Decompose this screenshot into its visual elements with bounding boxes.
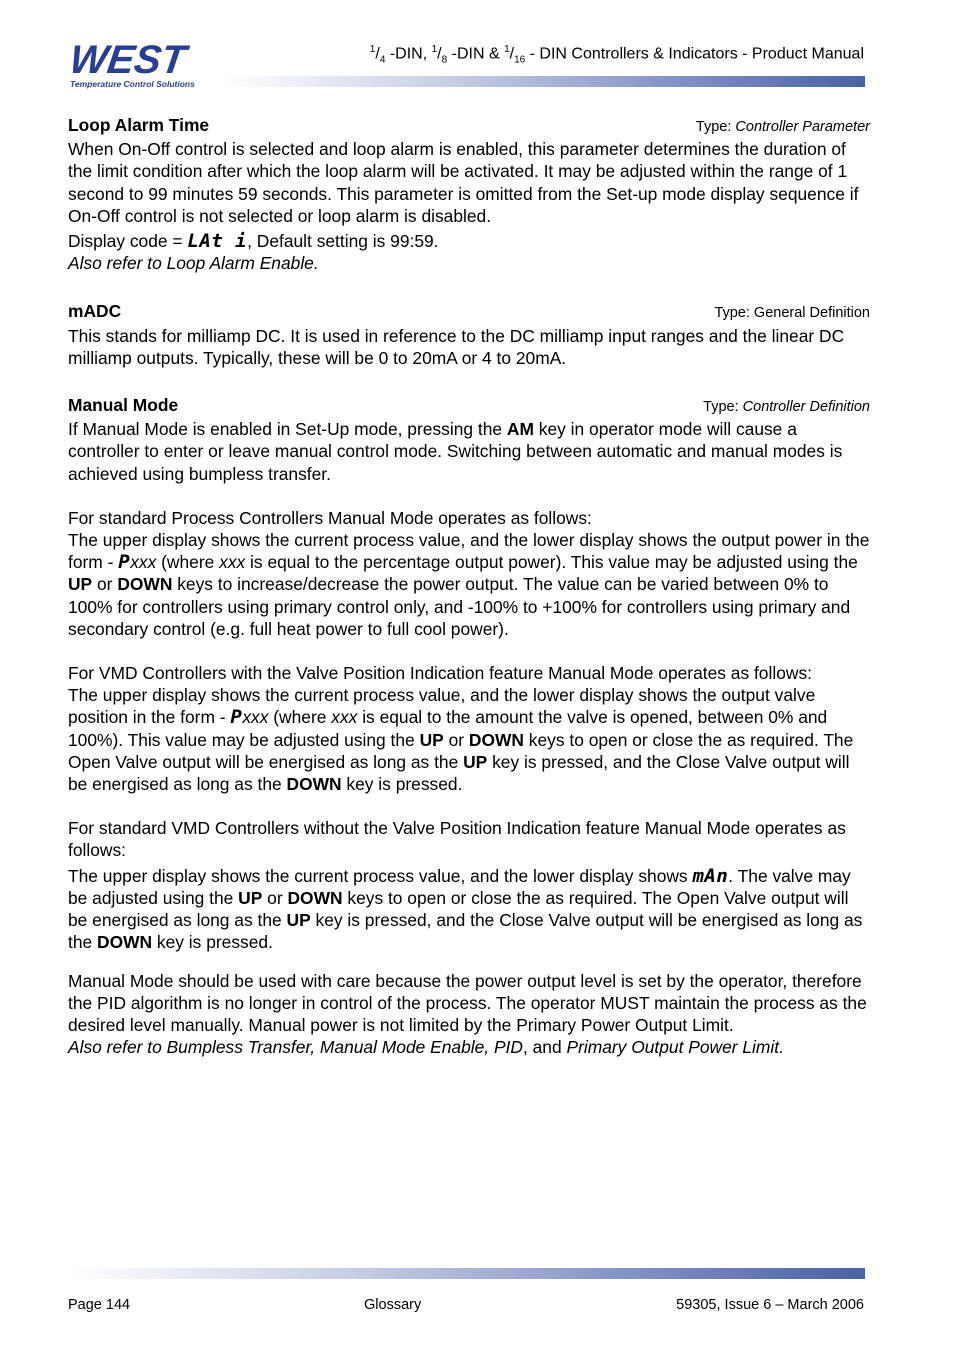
document-issue: 59305, Issue 6 – March 2006 [676,1297,864,1313]
paragraph: When On-Off control is selected and loop alarm is enabled, this parameter determines the duration of the limit condition after which the loop alarm will be activated. It may be adjusted within the range of 1 second to 99 minutes 59 seconds. This parameter is omitted from the Set-up mode display sequence if On-Off control is not selected or loop alarm is disabled. [68,139,859,226]
display-code: mAn [692,864,729,887]
header-bar [222,76,865,87]
paragraph: If Manual Mode is enabled in Set-Up mode, pressing the AM key in operator mode will cause a controller to enter or leave manual control mode. Switching between automatic and manual modes is achieved using bumpless transfer. [68,419,843,484]
west-logo [66,38,226,89]
paragraph: The upper display shows the current process value, and the lower display shows the output valve position in the form - Pxxx (where xxx is equal to the amount the valve is opened, between 0% and 100%). This value may be adjusted using the UP or DOWN keys to open or close the as required. The Open Valve output will be energised as long as the UP key is pressed, and the Close Valve output will be energised as long as the DOWN key is pressed. [68,685,854,795]
paragraph: The upper display shows the current process value, and the lower display shows the output power in the form - Pxxx (where xxx is equal to the percentage output power). This value may be adjusted using the UP or DOWN keys to increase/decrease the power output. The value can be varied between 0% to 100% for controllers using primary control only, and -100% to +100% for controllers using primary and secondary control (e.g. full heat power to full cool power). [68,530,870,639]
header-title: $^1/_4$ -DIN, $^1/_8$ -DIN & $^1/_{16}$ - DIN Controllers & Indicators - Product Manual [369,44,864,66]
logo-word: WEST [66,38,189,82]
term-heading: Manual Mode [68,395,179,416]
entry-loop-alarm-time [68,114,870,274]
display-code: P [230,706,243,729]
paragraph: Display code = LAt i, Default setting is 99:59. [68,230,439,253]
display-code: P [118,551,131,574]
entry-madc [68,300,870,369]
footer-bar [68,1268,865,1279]
term-heading: mADC [68,301,122,322]
logo-tagline: Temperature Control Solutions [70,79,195,89]
paragraph: For VMD Controllers with the Valve Position Indication feature Manual Mode operates as follows: [68,663,812,684]
section-name: Glossary [364,1297,422,1313]
entry-manual-mode [68,394,870,1058]
paragraph: The upper display shows the current process value, and the lower display shows mAn. The valve may be adjusted using the UP or DOWN keys to open or close the as required. The Open Valve output will be energised as long as the UP key is pressed, and the Close Valve output will be energised as long as the DOWN key is pressed. [68,864,863,953]
type-label: Type: Controller Parameter [695,119,870,135]
paragraph: For standard Process Controllers Manual Mode operates as follows: [68,507,592,528]
page-content [68,114,870,1058]
refer-note: Also refer to Loop Alarm Enable. [68,253,319,274]
paragraph: For standard VMD Controllers without the Valve Position Indication feature Manual Mode operates as follows: [68,818,846,861]
page-number: Page 144 [68,1297,131,1313]
type-label: Type: Controller Definition [703,399,870,416]
paragraph: This stands for milliamp DC. It is used in reference to the DC milliamp input ranges and the linear DC milliamp outputs. Typically, these will be 0 to 20mA or 4 to 20mA. [68,325,845,368]
display-code: LAt i [187,230,248,253]
refer-note: Also refer to Bumpless Transfer, Manual Mode Enable, PID, and Primary Output Power Limit. [68,1037,784,1058]
paragraph: Manual Mode should be used with care because the power output level is set by the operator, therefore the PID algorithm is no longer in control of the process. The operator MUST maintain the process as the desired level manually. Manual power is not limited by the Primary Power Output Limit. [68,970,867,1035]
type-label: Type: General Definition [714,305,870,322]
term-heading: Loop Alarm Time [68,115,210,135]
